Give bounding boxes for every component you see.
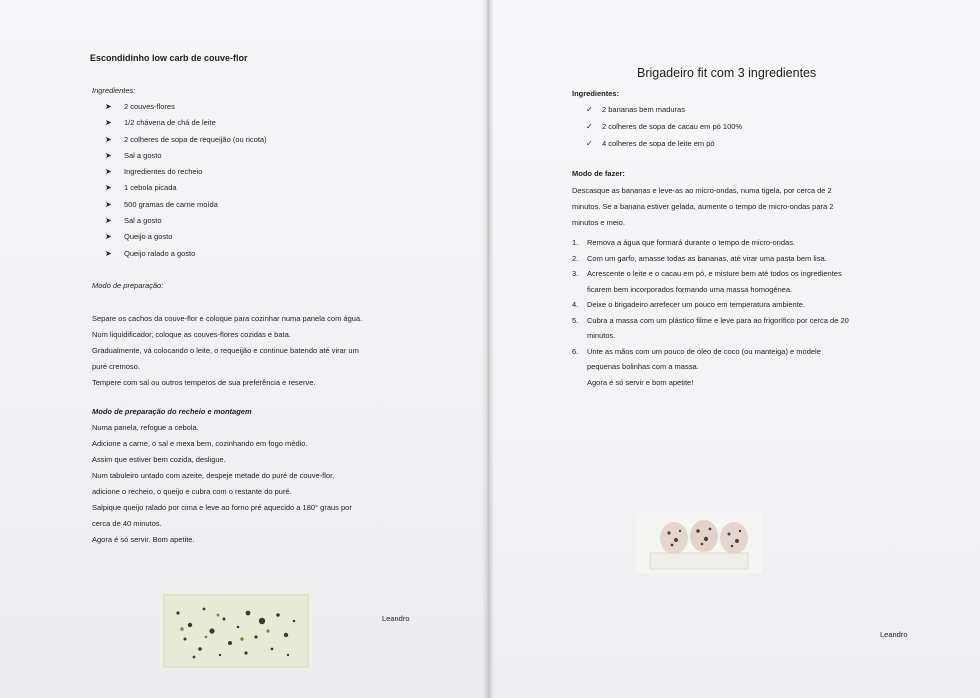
step-line-continued: minutos. [587, 331, 616, 340]
escondidinho-photo [160, 591, 312, 671]
text-line: puré cremoso. [92, 362, 140, 371]
arrow-bullet-icon: ➤ [105, 150, 112, 160]
step-line-continued: ficarem bem incorporados formando uma massa homogénea. [587, 284, 793, 294]
ingredient-item [586, 118, 742, 135]
step-text: Com um garfo, amasse todas as bananas, até virar uma pasta bem lisa. [587, 253, 827, 263]
recipe-title-brigadeiro: Brigadeiro fit com 3 ingredientes [637, 66, 817, 80]
step-text: Cubra a massa com um plástico filme e leve para ao frigorífico por cerca de 20 [587, 315, 849, 325]
filling-instructions [92, 420, 352, 548]
ingredient-text: Ingredientes do recheio [124, 167, 203, 177]
checkmark-icon: ✓ [586, 122, 593, 131]
page-fold [482, 0, 494, 698]
ingredient-text: Queijo a gosto [124, 232, 173, 242]
prep-instructions [92, 311, 362, 391]
ingredient-text: Sal a gosto [124, 150, 162, 160]
step-text: Unte as mãos com um pouco de óleo de coco (ou manteiga) e modele [587, 346, 821, 356]
step-number: 4. [572, 300, 579, 309]
ingredient-item [105, 229, 267, 245]
signature-right: Leandro [880, 630, 908, 639]
step-number: 3. [572, 269, 579, 278]
ingredient-text: 2 bananas bem maduras [602, 105, 685, 114]
checkmark-icon: ✓ [586, 105, 593, 114]
ingredient-text: 2 couves-flores [124, 102, 175, 111]
ingredient-item [105, 197, 267, 213]
ingredient-item [105, 246, 267, 262]
text-line: Assim que estiver bem cozida, desligue. [92, 455, 226, 464]
ingredient-item [105, 213, 267, 229]
arrow-bullet-icon: ➤ [105, 102, 112, 111]
arrow-bullet-icon: ➤ [105, 167, 112, 177]
ingredient-item [105, 132, 267, 148]
right-recipe-page [489, 0, 980, 698]
text-line: Tempere com sal ou outros temperos de sua preferência e reserve. [92, 378, 316, 387]
ingredient-item [105, 164, 267, 180]
text-line: Agora é só servir. Bom apetite. [92, 535, 195, 544]
ingredient-text: 4 colheres de sopa de leite em pó [602, 139, 715, 148]
checkmark-icon: ✓ [586, 139, 593, 148]
step-item [572, 344, 849, 375]
step-line [572, 266, 849, 282]
step-item [572, 297, 849, 313]
step-text: Acrescente o leite e o cacau em pó, e misture bem até todos os ingredientes [587, 269, 842, 278]
ingredient-item [105, 99, 267, 115]
step-number: 1. [572, 238, 579, 247]
step-line [572, 297, 849, 313]
method-steps [572, 235, 849, 375]
brigadeiro-photo [636, 513, 762, 573]
text-line: cerca de 40 minutos. [92, 519, 162, 528]
step-number: 6. [572, 346, 579, 356]
arrow-bullet-icon: ➤ [105, 216, 112, 226]
prep-label: Modo de preparação: [92, 281, 164, 290]
step-item [572, 251, 849, 267]
text-line: Num liquidificador, coloque as couves-flores cozidas e bata. [92, 330, 291, 339]
ingredient-text: 1/2 chávena de chá de leite [124, 118, 216, 128]
step-text: Deixe o brigadeiro arrefecer um pouco em temperatura ambiente. [587, 300, 806, 309]
text-line: Num tabuleiro untado com azeite, despeje metade do puré de couve-flor, [92, 471, 335, 480]
ingredients-label: Ingredientes: [92, 86, 136, 95]
filling-label: Modo de preparação do recheio e montagem [92, 407, 252, 416]
text-line: Separe os cachos da couve-flor e coloque para cozinhar numa panela com água. [92, 314, 363, 323]
step-item [572, 313, 849, 344]
arrow-bullet-icon: ➤ [105, 199, 112, 209]
step-text: Remova a água que formará durante o tempo de micro-ondas. [587, 238, 796, 247]
ingredient-item [105, 115, 267, 131]
ingredient-item [586, 101, 742, 118]
arrow-bullet-icon: ➤ [105, 248, 112, 258]
recipe-title-escondidinho: Escondidinho low carb de couve-flor [90, 53, 248, 63]
left-recipe-page [0, 0, 487, 698]
text-line: minutos e meio. [572, 218, 625, 227]
text-line: Gradualmente, vá colocando o leite, o requeijão e continue batendo até virar um [92, 346, 359, 355]
text-line: Salpique queijo ralado por cima e leve ao forno pré aquecido a 180° graus por [92, 503, 352, 512]
signature-left: Leandro [382, 614, 410, 623]
ingredient-item [105, 148, 267, 164]
ingredients-list [105, 99, 267, 262]
ingredients-label-right: Ingredientes: [572, 89, 620, 98]
text-line: Adicione a carne, o sal e mexa bem, cozinhando em fogo médio. [92, 439, 308, 448]
step-item [572, 266, 849, 297]
ingredient-text: 1 cebola picada [124, 183, 177, 193]
ingredient-text: Sal a gosto [124, 216, 162, 226]
step-line [572, 251, 849, 267]
ingredient-item [105, 180, 267, 196]
arrow-bullet-icon: ➤ [105, 134, 112, 144]
method-intro [572, 183, 833, 231]
ingredient-text: Queijo ralado a gosto [124, 248, 196, 258]
step-line [572, 313, 849, 329]
arrow-bullet-icon: ➤ [105, 183, 112, 193]
text-line: adicione o recheio, o queijo e cubra com o restante do puré. [92, 487, 292, 496]
step-line [572, 344, 849, 360]
text-line: Numa panela, refogue a cebola. [92, 423, 199, 432]
step-item [572, 235, 849, 251]
closing-line: Agora é só servir e bom apetite! [587, 378, 694, 387]
method-label: Modo de fazer: [572, 169, 625, 178]
text-line: Descasque as bananas e leve-as ao micro-ondas, numa tigela, por cerca de 2 [572, 186, 832, 195]
ingredient-text: 2 colheres de sopa de cacau em pó 100% [602, 122, 743, 131]
step-number: 2. [572, 253, 579, 263]
arrow-bullet-icon: ➤ [105, 232, 112, 242]
text-line: minutos. Se a banana estiver gelada, aumente o tempo de micro-ondas para 2 [572, 202, 834, 211]
ingredient-item [586, 135, 742, 152]
ingredient-text: 500 gramas de carne moída [124, 199, 218, 209]
step-line-continued: pequenas bolinhas com a massa. [587, 362, 699, 371]
ingredients-list-right [586, 101, 742, 152]
step-number: 5. [572, 315, 579, 325]
ingredient-text: 2 colheres de sopa de requeijão (ou ricota) [124, 134, 267, 144]
arrow-bullet-icon: ➤ [105, 118, 112, 128]
step-line [572, 235, 849, 251]
